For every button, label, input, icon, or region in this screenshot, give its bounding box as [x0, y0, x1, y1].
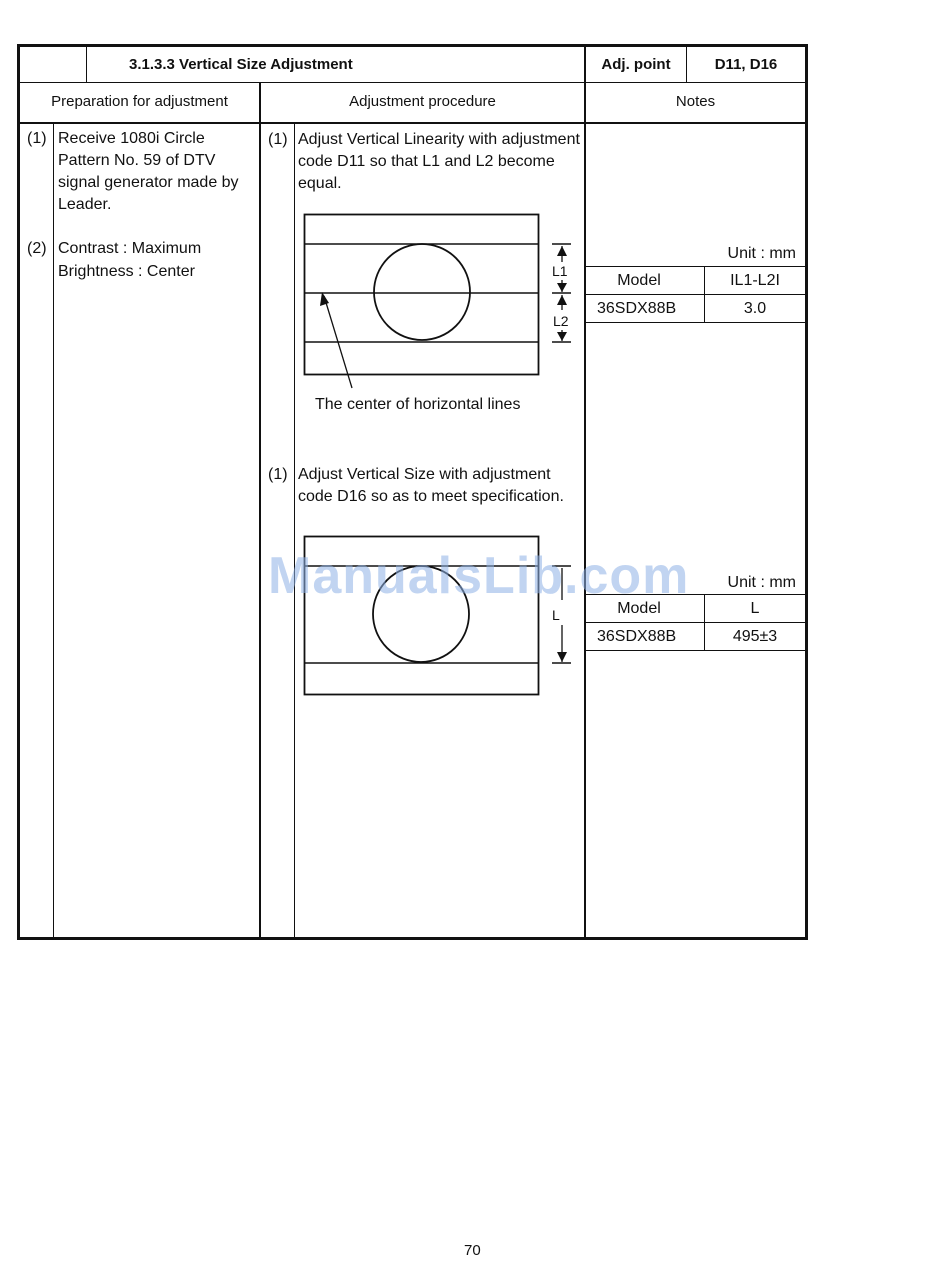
l-label: L	[552, 607, 560, 623]
adj-point-label: Adj. point	[601, 56, 671, 73]
page-number: 70	[464, 1242, 481, 1259]
step-line: code D11 so that L1 and L2 become	[298, 153, 555, 170]
item-number: (1)	[27, 130, 47, 147]
figure-caption: The center of horizontal lines	[315, 396, 521, 413]
unit-label: Unit : mm	[727, 574, 796, 591]
item-line: Leader.	[58, 196, 112, 213]
model-cell: 36SDX88B	[597, 300, 677, 317]
value-header: IL1-L2I	[730, 272, 780, 289]
step-line: code D16 so as to meet specification.	[298, 488, 564, 505]
item-number: (2)	[27, 240, 47, 257]
item-line: Contrast : Maximum	[58, 240, 202, 257]
step-line: equal.	[298, 175, 342, 192]
column-header-preparation: Preparation for adjustment	[51, 93, 228, 110]
l2-label: L2	[553, 313, 569, 329]
adj-point-value: D11, D16	[714, 56, 778, 73]
value-cell: 495±3	[732, 628, 778, 645]
value-cell: 3.0	[743, 300, 767, 317]
watermark: ManualsLib.com	[268, 547, 690, 605]
item-line: Brightness : Center	[58, 263, 195, 280]
l1-label: L1	[552, 263, 568, 279]
step-line: Adjust Vertical Linearity with adjustment	[298, 131, 580, 148]
column-header-notes: Notes	[675, 93, 716, 110]
value-header: L	[750, 600, 760, 617]
model-header: Model	[617, 600, 661, 617]
model-header: Model	[617, 272, 661, 289]
item-line: signal generator made by	[58, 174, 239, 191]
item-line: Receive 1080i Circle	[58, 130, 205, 147]
section-title: 3.1.3.3 Vertical Size Adjustment	[129, 56, 353, 73]
unit-label: Unit : mm	[727, 245, 796, 262]
item-line: Pattern No. 59 of DTV	[58, 152, 216, 169]
step-number: (1)	[268, 131, 288, 148]
step-line: Adjust Vertical Size with adjustment	[298, 466, 551, 483]
column-header-procedure: Adjustment procedure	[349, 93, 496, 110]
model-cell: 36SDX88B	[597, 628, 677, 645]
step-number: (1)	[268, 466, 288, 483]
